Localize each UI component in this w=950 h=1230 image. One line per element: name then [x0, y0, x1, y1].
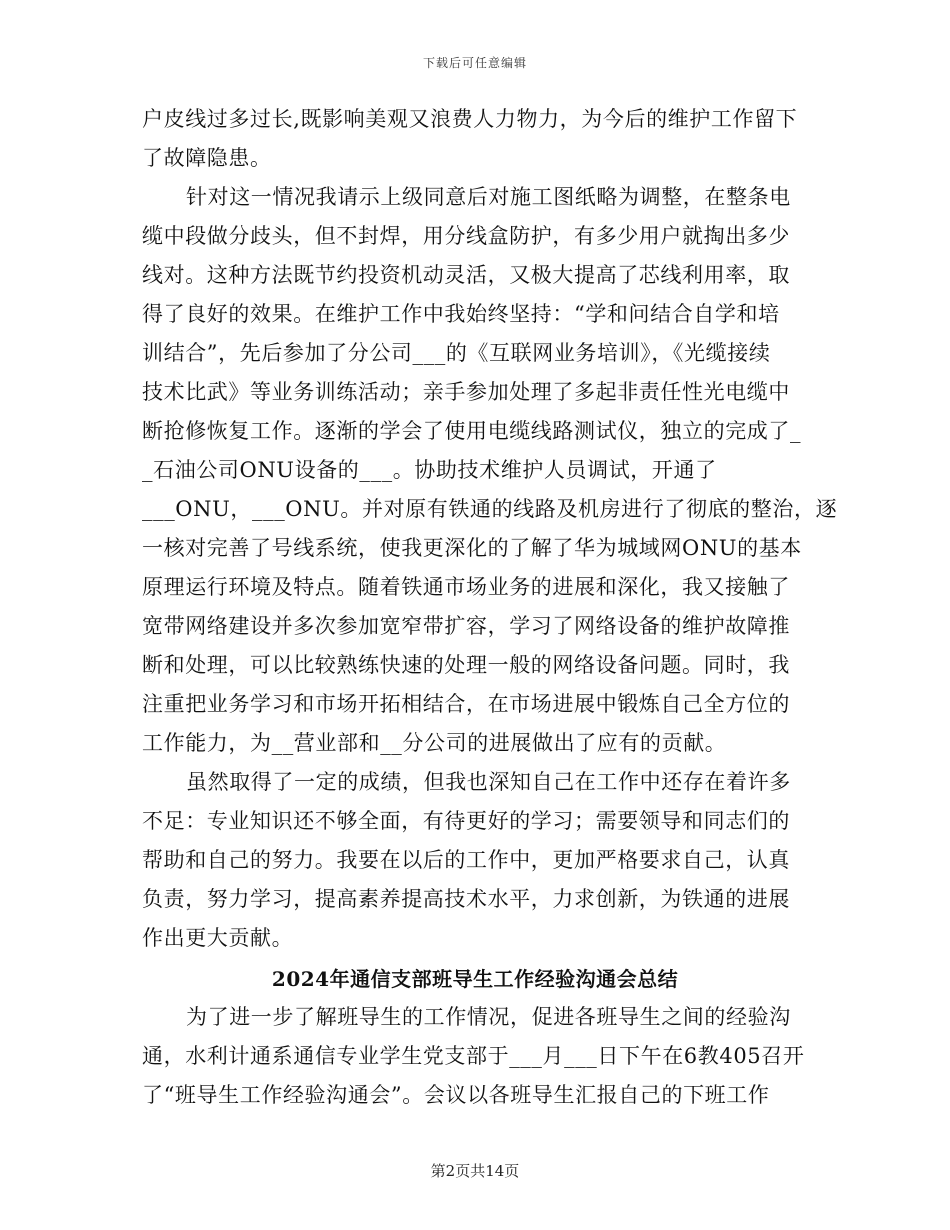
text-line: 宽带网络建设并多次参加宽窄带扩容，学习了网络设备的维护故障推 — [142, 614, 790, 638]
page-header: 下载后可任意编辑 — [422, 56, 527, 70]
paragraph — [142, 100, 808, 178]
text-line: 帮助和自己的努力。我要在以后的工作中，更加严格要求自己，认真 — [142, 848, 790, 872]
text-line: 一核对完善了号线系统，使我更深化的了解了华为城域网ONU的基本 — [142, 536, 802, 560]
section-title: 2024年通信支部班导生工作经验沟通会总结 — [271, 967, 679, 991]
text-line: 不足：专业知识还不够全面，有待更好的学习；需要领导和同志们的 — [142, 809, 790, 833]
paragraph — [142, 763, 808, 958]
text-line: 注重把业务学习和市场开拓相结合，在市场进展中锻炼自己全方位的 — [142, 692, 790, 716]
text-line: 作出更大贡献。 — [142, 926, 294, 950]
text-line: 原理运行环境及特点。随着铁通市场业务的进展和深化，我又接触了 — [142, 575, 790, 599]
text-line: 技术比武》等业务训练活动；亲手参加处理了多起非责任性光电缆中 — [142, 380, 790, 404]
text-line: 针对这一情况我请示上级同意后对施工图纸略为调整，在整条电 — [186, 185, 791, 209]
text-line: 工作能力，为__营业部和__分公司的进展做出了应有的贡献。 — [142, 731, 727, 755]
paragraph — [142, 998, 808, 1115]
page-number: 第2页共14页 — [430, 1162, 520, 1180]
text-line: 了故障隐患。 — [142, 146, 272, 170]
text-line: 训结合”，先后参加了分公司___的《互联网业务培训》，《光缆接续 — [142, 341, 771, 365]
paragraph — [142, 178, 838, 763]
text-line: 通，水利计通系通信专业学生党支部于___月___日下午在6教405召开 — [142, 1044, 805, 1068]
text-line: 得了良好的效果。在维护工作中我始终坚持：“学和问结合自学和培 — [142, 302, 780, 326]
document-body — [142, 100, 838, 1115]
text-line: 了“班导生工作经验沟通会”。会议以各班导生汇报自己的下班工作 — [142, 1083, 770, 1107]
text-line: 断和处理，可以比较熟练快速的处理一般的网络设备问题。同时，我 — [142, 653, 790, 677]
text-line: 线对。这种方法既节约投资机动灵活，又极大提高了芯线利用率，取 — [142, 263, 790, 287]
text-line: 缆中段做分歧头，但不封焊，用分线盒防护，有多少用户就掏出多少 — [142, 224, 790, 248]
text-line: 户皮线过多过长,既影响美观又浪费人力物力，为今后的维护工作留下 — [142, 107, 798, 131]
text-line: 负责，努力学习，提高素养提高技术水平，力求创新，为铁通的进展 — [142, 887, 790, 911]
text-line: 为了进一步了解班导生的工作情况，促进各班导生之间的经验沟 — [186, 1005, 791, 1029]
text-line: 虽然取得了一定的成绩，但我也深知自己在工作中还存在着许多 — [186, 770, 791, 794]
text-line: _石油公司ONU设备的___。协助技术维护人员调试，开通了 — [142, 458, 717, 482]
text-line: ___ONU，___ONU。并对原有铁通的线路及机房进行了彻底的整治，逐 — [142, 497, 838, 521]
text-line: 断抢修恢复工作。逐渐的学会了使用电缆线路测试仪，独立的完成了_ — [142, 419, 802, 443]
